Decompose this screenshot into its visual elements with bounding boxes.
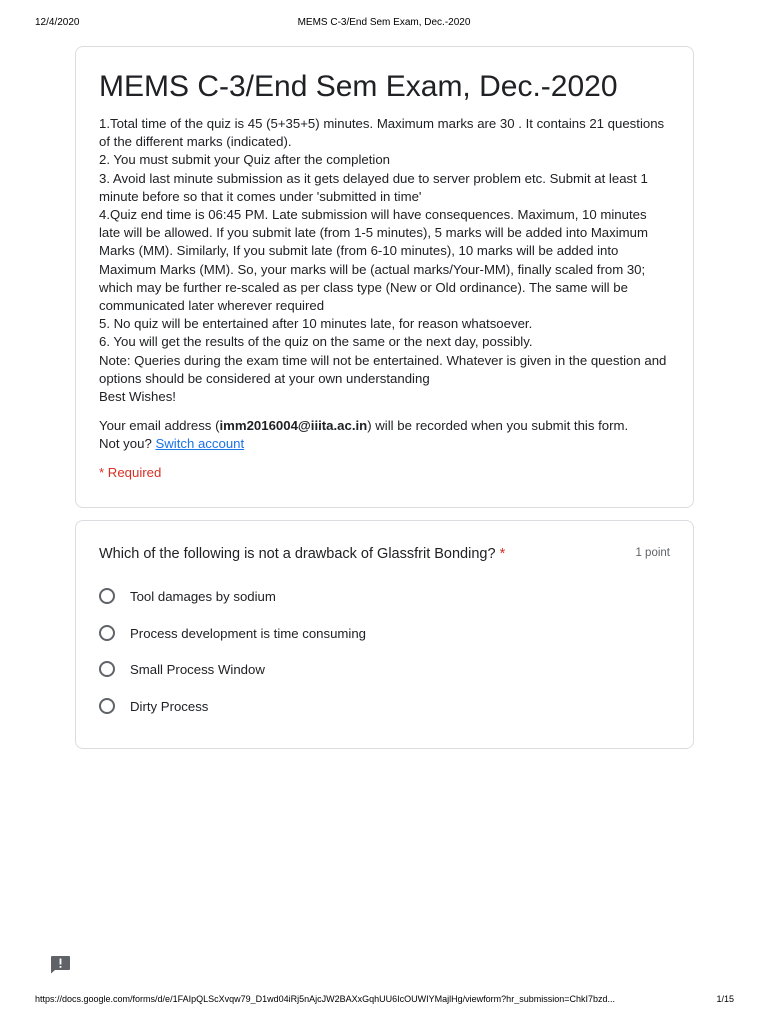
print-title: MEMS C-3/End Sem Exam, Dec.-2020	[297, 17, 471, 28]
description-line: Best Wishes!	[99, 389, 176, 405]
option-label[interactable]: Process development is time consuming	[130, 625, 367, 641]
form-title: MEMS C-3/End Sem Exam, Dec.-2020	[99, 70, 618, 103]
option-row[interactable]	[99, 625, 670, 662]
radio-button[interactable]	[99, 661, 115, 677]
option-label[interactable]: Small Process Window	[130, 662, 265, 677]
print-date: 12/4/2020	[35, 17, 80, 28]
description-line: 2. You must submit your Quiz after the completion	[99, 152, 391, 168]
option-row[interactable]	[99, 661, 670, 698]
question-points: 1 point	[635, 547, 670, 559]
print-footer	[0, 994, 768, 1008]
form-header-card	[75, 46, 694, 508]
page-number: 1/15	[716, 994, 734, 1004]
email-address: imm2016004@iiita.ac.in	[219, 418, 368, 434]
option-row[interactable]	[99, 698, 670, 735]
description-line: 1.Total time of the quiz is 45 (5+35+5) minutes. Maximum marks are 30 . It contains 21 questions of the different marks (indicated).	[99, 116, 665, 150]
required-star: *	[499, 546, 506, 562]
email-prefix: Your email address (	[99, 418, 220, 434]
print-url: https://docs.google.com/forms/d/e/1FAIpQLScXvqw79_D1wd04iRj5nAjcJW2BAXxGqhUU6IcOUWIYMajlHg/viewform?hr_submission=ChkI7bzd...	[35, 994, 615, 1004]
radio-button[interactable]	[99, 588, 115, 604]
email-notice	[99, 417, 670, 453]
description-line: 5. No quiz will be entertained after 10 minutes late, for reason whatsoever.	[99, 316, 533, 332]
description-line: 3. Avoid last minute submission as it gets delayed due to server problem etc. Submit at least 1 minute before so that it comes under 'submitted in time'	[99, 170, 648, 204]
switch-account-link[interactable]: Switch account	[155, 436, 245, 452]
email-suffix: ) will be recorded when you submit this form.	[367, 418, 629, 434]
feedback-icon[interactable]	[50, 955, 71, 974]
form-description	[99, 115, 670, 406]
option-row[interactable]	[99, 588, 670, 625]
not-you-label: Not you?	[99, 436, 152, 452]
radio-button[interactable]	[99, 698, 115, 714]
description-line: Note: Queries during the exam time will not be entertained. Whatever is given in the question and options should be considered at your own understanding	[99, 352, 667, 386]
option-label[interactable]: Tool damages by sodium	[130, 589, 276, 604]
description-line: 6. You will get the results of the quiz on the same or the next day, possibly.	[99, 334, 533, 350]
radio-button[interactable]	[99, 625, 115, 641]
option-label[interactable]: Dirty Process	[130, 698, 209, 714]
description-line: 4.Quiz end time is 06:45 PM. Late submission will have consequences. Maximum, 10 minutes late will be allowed. If you submit late (from 1-5 minutes), 5 marks will be added into Maximum Marks (MM). Similarly, If you submit late (from 6-10 minutes), 10 marks will be added into Maximum Marks (MM). So, your marks will be (actual marks/Your-MM), finally scaled from 30; which may be further re-scaled as per class type (New or Old ordinance). The same will be communicated later wherever required	[99, 207, 648, 314]
question-text-wrap	[99, 544, 505, 564]
question-header	[99, 544, 670, 568]
question-card	[75, 520, 694, 749]
print-header	[0, 17, 768, 31]
options-group	[99, 588, 670, 734]
required-note: * Required	[99, 464, 162, 480]
question-text: Which of the following is not a drawback of Glassfrit Bonding?	[99, 546, 496, 562]
